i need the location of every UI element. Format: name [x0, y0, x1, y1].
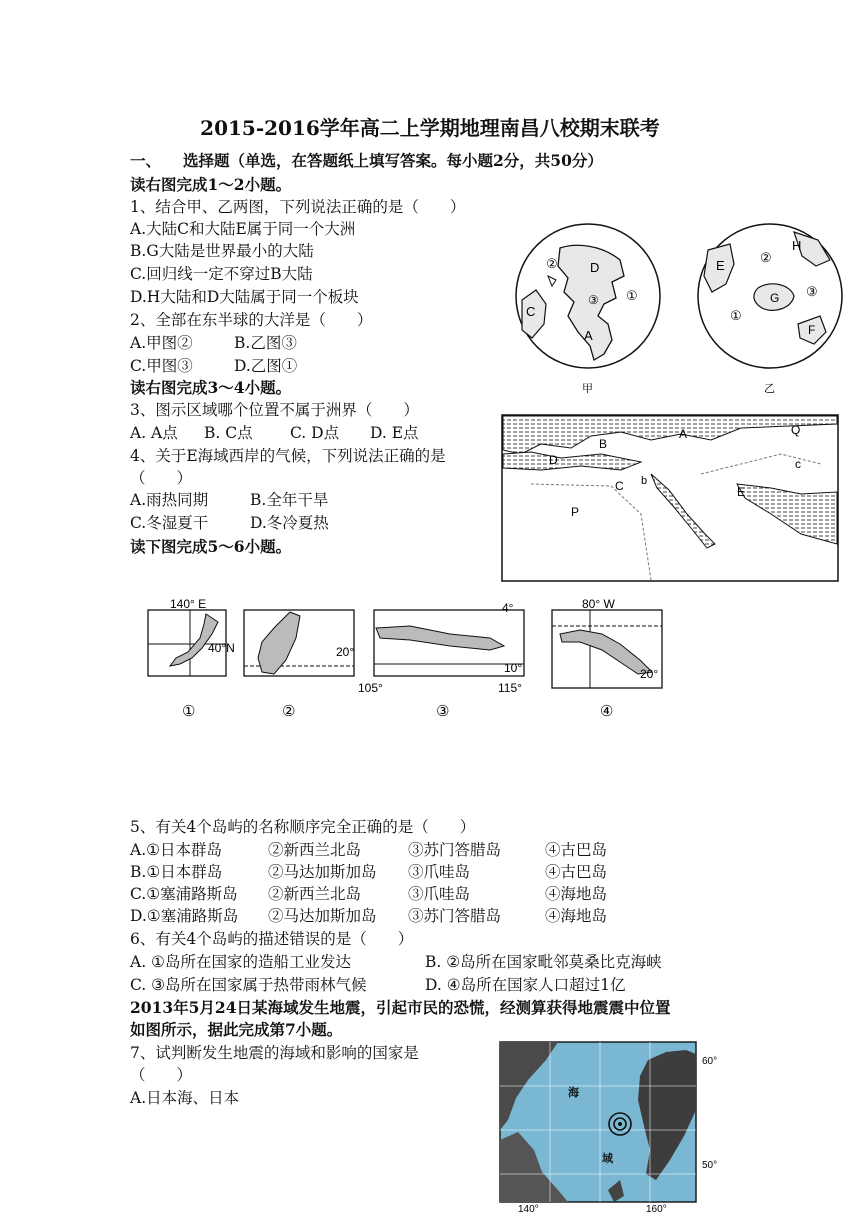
q6-option-d: D. ④岛所在国家人口超过1亿 [425, 976, 626, 994]
globe-right-mark-3: ③ [806, 284, 818, 299]
region-mark-a: A [679, 427, 688, 441]
q7-option-a: A.日本海、日本 [130, 1089, 240, 1107]
globe-left-mark-d: D [590, 260, 600, 275]
q7-stem-line1: 7、试判断发生地震的海域和影响的国家是 [130, 1044, 419, 1062]
q2-stem: 2、全部在东半球的大洋是（ ） [130, 311, 373, 329]
q6-stem: 6、有关4个岛屿的描述错误的是（ ） [130, 930, 414, 948]
q5-d-1: D.①塞浦路斯岛 [130, 907, 239, 925]
island1-lon: 140° E [170, 597, 207, 611]
section-number: 一、 [130, 151, 162, 170]
q2-option-a: A.甲图② [130, 334, 193, 352]
island3-lon-right: 115° [498, 681, 522, 695]
q2-option-c: C.甲图③ [130, 357, 193, 375]
q7-stem-line2: （ ） [130, 1066, 193, 1084]
globe-right-mark-g: G [770, 291, 780, 305]
globe-right-caption: 乙 [764, 382, 775, 395]
q3-stem: 3、图示区域哪个位置不属于洲界（ ） [130, 401, 419, 419]
q5-b-1: B.①日本群岛 [130, 863, 223, 881]
region-mark-q: Q [791, 423, 801, 437]
q6-option-b: B. ②岛所在国家毗邻莫桑比克海峡 [425, 953, 662, 971]
globe-right-mark-1: ① [730, 308, 742, 323]
q3-option-b: B. C点 [204, 424, 253, 442]
q5-d-3: ③苏门答腊岛 [408, 907, 502, 925]
q2-option-b: B.乙图③ [234, 334, 297, 352]
island1-lat: 40°N [208, 641, 235, 655]
globe-figure [508, 220, 848, 400]
q6-option-a: A. ①岛所在国家的造船工业发达 [130, 953, 351, 971]
q4-option-a: A.雨热同期 [130, 491, 209, 509]
globe-left-caption: 甲 [582, 382, 593, 395]
region-mark-e: E [737, 485, 746, 499]
globe-right-mark-f: F [808, 323, 816, 337]
q7-intro-line2: 如图所示，据此完成第7小题。 [130, 1020, 343, 1039]
q3-option-a: A. A点 [130, 424, 178, 442]
island3-lat-top: 4° [502, 601, 514, 615]
island-map-2 [244, 610, 354, 676]
q5-a-2: ②新西兰北岛 [268, 841, 362, 859]
q5-d-4: ④海地岛 [545, 907, 608, 925]
island4-number: ④ [600, 703, 614, 720]
q1-option-d: D.H大陆和D大陆属于同一个板块 [130, 288, 359, 306]
q5-c-2: ②新西兰北岛 [268, 885, 362, 903]
q5-b-2: ②马达加斯加岛 [268, 863, 377, 881]
q5-b-4: ④古巴岛 [545, 863, 608, 881]
q5-c-3: ③爪哇岛 [408, 885, 471, 903]
globe-right-mark-h: H [792, 238, 802, 253]
q1-option-c: C.回归线一定不穿过B大陆 [130, 265, 313, 283]
q5-a-3: ③苏门答腊岛 [408, 841, 502, 859]
epicenter-dot [618, 1122, 622, 1126]
quake-lat-bottom: 50° [702, 1160, 718, 1171]
region-mark-d: D [549, 453, 558, 467]
q5-c-4: ④海地岛 [545, 885, 608, 903]
q1-stem: 1、结合甲、乙两图，下列说法正确的是（ ） [130, 198, 466, 216]
island3-number: ③ [436, 703, 450, 720]
region-mark-c: C [615, 479, 624, 493]
island2-number: ② [282, 703, 296, 720]
quake-lon-left: 140° [518, 1204, 539, 1212]
q4-stem-line1: 4、关于E海域西岸的气候，下列说法正确的是 [130, 447, 446, 465]
island3-lon-left: 105° [358, 681, 383, 695]
region-mark-b-lower: b [641, 475, 648, 487]
q1-option-a: A.大陆C和大陆E属于同一个大洲 [130, 220, 356, 238]
intro-q5-6: 读下图完成5～6小题。 [130, 537, 292, 556]
island1-number: ① [182, 703, 196, 720]
page-title: 2015-2016学年高二上学期地理南昌八校期末联考 [200, 116, 660, 140]
q4-option-d: D.冬冷夏热 [250, 514, 329, 532]
islands-figure [140, 594, 680, 724]
q5-c-1: C.①塞浦路斯岛 [130, 885, 238, 903]
intro-q1-2: 读右图完成1～2小题。 [130, 175, 292, 194]
globe-left-mark-2: ② [546, 256, 558, 271]
q4-option-c: C.冬湿夏干 [130, 514, 209, 532]
island4-lat: 20° [640, 667, 659, 681]
region-mark-p: P [571, 505, 580, 519]
intro-q3-4: 读右图完成3～4小题。 [130, 378, 292, 397]
q5-a-4: ④古巴岛 [545, 841, 608, 859]
globe-right-mark-2: ② [760, 250, 772, 265]
globe-right-mark-e: E [716, 258, 725, 273]
region-mark-b: B [599, 437, 608, 451]
q5-d-2: ②马达加斯加岛 [268, 907, 377, 925]
q5-a-1: A.①日本群岛 [130, 841, 223, 859]
quake-map [498, 1040, 728, 1212]
q6-option-c: C. ③岛所在国家属于热带雨林气候 [130, 976, 367, 994]
q1-option-b: B.G大陆是世界最小的大陆 [130, 242, 314, 260]
q7-intro-line1: 2013年5月24日某海域发生地震，引起市民的恐慌，经测算获得地震震中位置 [130, 998, 671, 1017]
island3-lat-bottom: 10° [504, 661, 523, 675]
q3-option-c: C. D点 [290, 424, 340, 442]
globe-left-mark-3: ③ [588, 293, 599, 307]
globe-left-mark-1: ① [626, 288, 638, 303]
q2-option-d: D.乙图① [234, 357, 298, 375]
q4-stem-line2: （ ） [130, 469, 193, 487]
q5-b-3: ③爪哇岛 [408, 863, 471, 881]
q4-option-b: B.全年干旱 [250, 491, 329, 509]
quake-sea-char2: 域 [602, 1152, 613, 1165]
island4-lon: 80° W [582, 597, 615, 611]
globe-left-mark-a: A [584, 328, 593, 343]
region-mark-c-lower: c [795, 457, 801, 471]
quake-lon-right: 160° [646, 1204, 667, 1212]
island-map-3 [374, 610, 524, 676]
quake-sea-char1: 海 [568, 1086, 579, 1099]
section-heading: 选择题（单选，在答题纸上填写答案。每小题2分，共50分） [183, 151, 603, 170]
q5-stem: 5、有关4个岛屿的名称顺序完全正确的是（ ） [130, 818, 476, 836]
island2-lat: 20° [336, 645, 355, 659]
quake-lat-top: 60° [702, 1056, 718, 1067]
q3-option-d: D. E点 [370, 424, 419, 442]
globe-left-mark-c: C [526, 304, 536, 319]
region-map [501, 414, 839, 582]
